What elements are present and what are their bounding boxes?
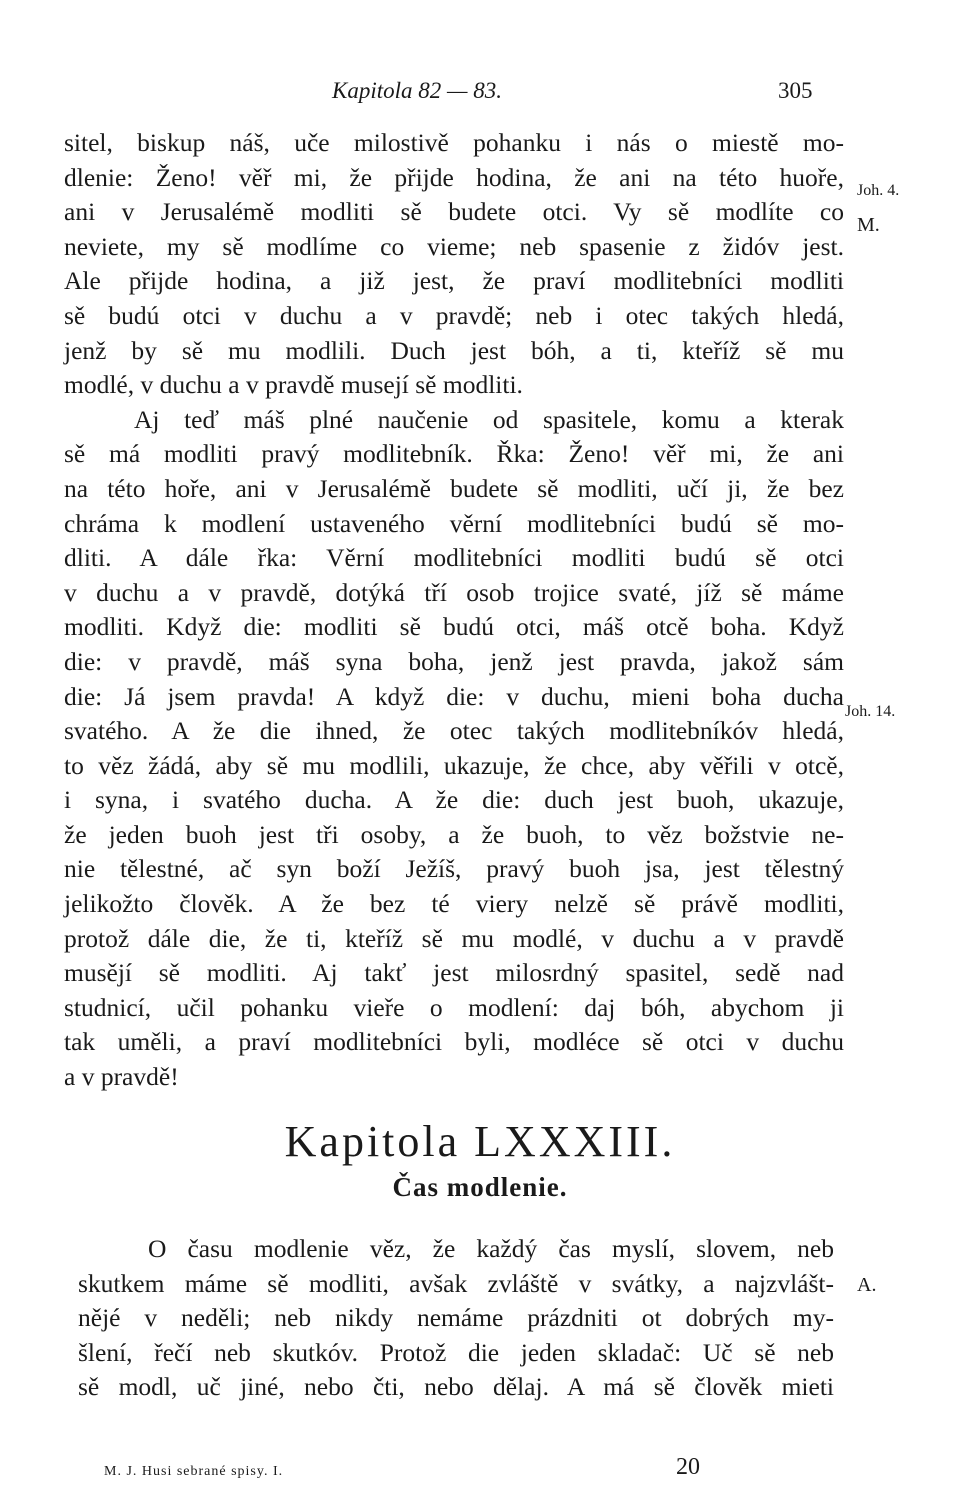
text-line: v duchu a v pravdě, dotýká tří osob trojice svaté, jíž sě máme xyxy=(64,577,844,607)
text-line: na této hoře, ani v Jerusalémě budete sě modliti, učí ji, že bez xyxy=(64,473,844,503)
margin-note-joh4: Joh. 4. xyxy=(857,182,900,199)
page-number: 305 xyxy=(778,78,813,103)
text-line: O času modlenie věz, že každý čas myslí, slovem, neb xyxy=(148,1234,834,1263)
chapter-subtitle: Čas modlenie. xyxy=(392,1172,568,1202)
text-line: neviete, my sě modlíme co vieme; neb spasenie z židóv jest. xyxy=(64,231,844,261)
text-line: to věz žádá, aby sě mu modlili, ukazuje, že chce, aby věřili v otcě, xyxy=(64,750,844,780)
text-line: die: v pravdě, máš syna boha, jenž jest pravda, jakož sám xyxy=(64,646,844,676)
text-line: protož dále die, že ti, kteříž sě mu modlé, v duchu a v pravdě xyxy=(64,923,844,953)
text-line: die: Já jsem pravda! A když die: v duchu, mieni boha ducha xyxy=(64,681,844,711)
text-line: tak uměli, a praví modlitebníci byli, modléce sě otci v duchu xyxy=(64,1027,844,1057)
footer-note: M. J. Husi sebrané spisy. I. xyxy=(104,1464,284,1479)
text-line: modliti. Když die: modliti sě budú otci, máš otcě boha. Když xyxy=(64,612,844,642)
text-line: musějí sě modliti. Aj takť jest milosrdný spasitel, sedě nad xyxy=(64,958,844,988)
text-line: sě modl, uč jiné, nebo čti, nebo dělaj. A má sě člověk mieti xyxy=(78,1372,834,1402)
text-line: Aj teď máš plné naučenie od spasitele, komu a kterak xyxy=(134,404,844,434)
text-line: dlenie: Ženo! věř mi, že přijde hodina, že ani na této huoře, xyxy=(64,162,844,192)
main-text xyxy=(64,126,844,1095)
chapter-heading: Kapitola LXXXIII. xyxy=(284,1117,676,1166)
text-line: jelikožto člověk. A že bez té viery nelzě sě právě modliti, xyxy=(64,889,844,919)
text-line: modlé, v duchu a v pravdě musejí sě modliti. xyxy=(64,370,523,400)
text-line: šlení, řečí neb skutkóv. Protož die jeden skladač: Uč sě neb xyxy=(78,1337,834,1367)
text-line: skutkem máme sě modliti, avšak zvláště v svátky, a najzvlášt- xyxy=(78,1268,834,1298)
text-line: a v pravdě! xyxy=(64,1062,179,1092)
text-line: dliti. A dále řka: Věrní modlitebníci modliti budú sě otci xyxy=(64,543,844,573)
text-line: svatého. A že die ihned, že otec takých modlitebníkóv hledá, xyxy=(64,716,844,746)
page-footer xyxy=(0,1454,960,1488)
sheet-number: 20 xyxy=(676,1454,700,1480)
margin-note-m: M. xyxy=(857,214,880,236)
text-line: nie tělestné, ač syn boží Ježíš, pravý buoh jsa, jest tělestný xyxy=(64,854,844,884)
margin-note-a: A. xyxy=(857,1274,877,1296)
text-line: že jeden buoh jest tři osoby, a že buoh, to věz božstvie ne- xyxy=(64,819,844,849)
page-header xyxy=(0,78,960,110)
chapter-text xyxy=(78,1232,834,1405)
text-line: studnicí, učil pohanku vieře o modlení: daj bóh, abychom ji xyxy=(64,992,844,1022)
text-line: sě má modliti pravý modlitebník. Řka: Ženo! věř mi, že ani xyxy=(64,439,844,469)
text-line: jenž by sě mu modlili. Duch jest bóh, a ti, kteříž sě mu xyxy=(64,335,844,365)
text-line: ani v Jerusalémě modliti sě budete otci. Vy sě modlíte co xyxy=(64,197,844,227)
text-line: i syna, i svatého ducha. A že die: duch jest buoh, ukazuje, xyxy=(64,785,844,815)
text-line: sitel, biskup náš, uče milostivě pohanku i nás o miestě mo- xyxy=(64,128,844,157)
margin-note-joh14: Joh. 14. xyxy=(845,703,896,720)
text-line: chráma k modlení ustaveného věrní modlitebníci budú sě mo- xyxy=(64,508,844,538)
text-line: sě budú otci v duchu a v pravdě; neb i otec takých hledá, xyxy=(64,300,844,330)
running-head: Kapitola 82 — 83. xyxy=(332,78,502,103)
text-line: Ale přijde hodina, a již jest, že praví modlitebníci modliti xyxy=(64,266,844,296)
text-line: nějé v neděli; neb nikdy nemáme prázdniti ot dobrých my- xyxy=(78,1303,834,1333)
